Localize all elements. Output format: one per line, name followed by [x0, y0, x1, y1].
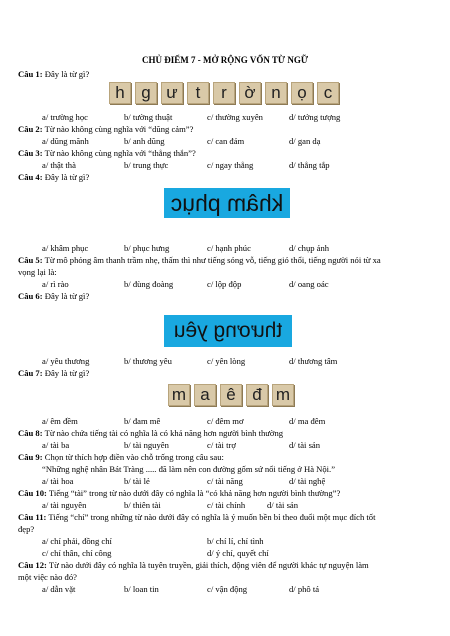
option-a[interactable]: a/ êm đềm	[42, 416, 78, 426]
letter-tile: ê	[220, 384, 242, 406]
option-c[interactable]: c/ thường xuyên	[207, 112, 263, 122]
question-label: Câu 7:	[18, 368, 43, 378]
option-a[interactable]: a/ tài nguyên	[42, 500, 87, 510]
option-c[interactable]: c/ tài năng	[207, 476, 243, 486]
question-label: Câu 1:	[18, 69, 43, 79]
option-b[interactable]: b/ tài lẻ	[124, 476, 150, 486]
question-text: Đây là từ gì?	[44, 172, 90, 182]
option-d[interactable]: d/ oang oác	[289, 279, 329, 289]
option-a[interactable]: a/ thật thà	[42, 160, 76, 170]
page-title: CHỦ ĐIỂM 7 - MỞ RỘNG VỐN TỪ NGỮ	[142, 55, 308, 65]
question-text: Tiếng “chí” trong những từ nào dưới đây có nghĩa là ý muốn bền bỉ theo đuổi một mục đích tốt	[48, 512, 376, 522]
question-2	[18, 124, 193, 134]
option-d[interactable]: d/ thương tâm	[289, 356, 338, 366]
option-a[interactable]: a/ dũng mãnh	[42, 136, 89, 146]
letter-tile: h	[109, 82, 131, 104]
letter-tile: r	[213, 82, 235, 104]
letter-tile: đ	[246, 384, 268, 406]
option-c[interactable]: c/ ngay thẳng	[207, 160, 254, 170]
question-text: Đây là từ gì?	[44, 368, 90, 378]
question-text: Từ nào dưới đây có nghĩa là tuyên truyền, giải thích, động viên để người khác tự nguyện làm	[48, 560, 369, 570]
option-d[interactable]: d/ thẳng tắp	[289, 160, 330, 170]
option-b[interactable]: b/ trung thực	[124, 160, 169, 170]
option-c[interactable]: c/ lộp độp	[207, 279, 242, 289]
option-b[interactable]: b/ đam mê	[124, 416, 161, 426]
letter-tile: ư	[161, 82, 183, 104]
letter-tile: a	[194, 384, 216, 406]
option-b[interactable]: b/ đùng đoàng	[124, 279, 174, 289]
option-d[interactable]: d/ ý chí, quyết chí	[207, 548, 269, 558]
option-b[interactable]: b/ thương yêu	[124, 356, 172, 366]
question-7	[18, 368, 89, 378]
question-12	[18, 560, 369, 570]
question-6	[18, 291, 89, 301]
option-d[interactable]: d/ chụp ảnh	[289, 243, 330, 253]
question-label: Câu 3:	[18, 148, 43, 158]
option-a[interactable]: a/ chí phải, đồng chí	[42, 536, 112, 546]
question-text-continued: đẹp?	[18, 524, 35, 534]
option-a[interactable]: a/ yêu thương	[42, 356, 90, 366]
letter-tile: t	[187, 82, 209, 104]
option-b[interactable]: b/ loan tin	[124, 584, 159, 594]
question-text: Chọn từ thích hợp điền vào chỗ trống trong câu sau:	[44, 452, 224, 462]
option-a[interactable]: a/ dẫn vặt	[42, 584, 76, 594]
question-label: Câu 9:	[18, 452, 43, 462]
question-label: Câu 5:	[18, 255, 43, 265]
question-11	[18, 512, 375, 522]
option-d[interactable]: d/ gan dạ	[289, 136, 321, 146]
option-b[interactable]: b/ tường thuật	[124, 112, 173, 122]
question-4	[18, 172, 89, 182]
option-d[interactable]: d/ tài nghệ	[289, 476, 326, 486]
question-label: Câu 4:	[18, 172, 43, 182]
option-a[interactable]: a/ trường học	[42, 112, 88, 122]
question-text: Đây là từ gì?	[44, 69, 90, 79]
question-10	[18, 488, 340, 498]
question-text: Từ nào chứa tiếng tài có nghĩa là có khả năng hơn người bình thường	[44, 428, 284, 438]
question-text: Từ nào không cùng nghĩa với “dũng cảm”?	[44, 124, 194, 134]
mirrored-word-image-q6: thương yêu	[164, 315, 292, 347]
option-b[interactable]: b/ chí lí, chí tình	[207, 536, 264, 546]
question-label: Câu 11:	[18, 512, 47, 522]
letter-tile: ờ	[239, 82, 261, 104]
letter-tile: g	[135, 82, 157, 104]
option-b[interactable]: b/ tài nguyên	[124, 440, 169, 450]
option-c[interactable]: c/ tài chính	[207, 500, 246, 510]
mirrored-word-image-q4: khâm phục	[164, 188, 290, 218]
option-c[interactable]: c/ đêm mơ	[207, 416, 244, 426]
option-a[interactable]: a/ rì rào	[42, 279, 69, 289]
option-d[interactable]: d/ tài sản	[289, 440, 321, 450]
question-text: Từ nào không cùng nghĩa với “thẳng thắn”?	[44, 148, 196, 158]
question-text-continued: một việc nào đó?	[18, 572, 77, 582]
option-b[interactable]: b/ anh dũng	[124, 136, 165, 146]
question-label: Câu 6:	[18, 291, 43, 301]
question-3	[18, 148, 196, 158]
letter-tiles-q7	[168, 384, 294, 406]
question-label: Câu 2:	[18, 124, 43, 134]
option-a[interactable]: a/ tài hoa	[42, 476, 74, 486]
letter-tile: ọ	[291, 82, 313, 104]
letter-tile: m	[272, 384, 294, 406]
option-d[interactable]: d/ tưởng tượng	[289, 112, 341, 122]
option-a[interactable]: a/ khâm phục	[42, 243, 89, 253]
question-label: Câu 8:	[18, 428, 43, 438]
option-c[interactable]: c/ vận động	[207, 584, 248, 594]
option-d[interactable]: d/ ma đêm	[289, 416, 326, 426]
option-c[interactable]: c/ hạnh phúc	[207, 243, 251, 253]
option-a[interactable]: a/ tài ba	[42, 440, 70, 450]
question-text: Đây là từ gì?	[44, 291, 90, 301]
option-d[interactable]: d/ phô tá	[289, 584, 320, 594]
question-5	[18, 255, 381, 265]
question-text-continued: vọng lại là:	[18, 267, 57, 277]
letter-tile: n	[265, 82, 287, 104]
option-b[interactable]: b/ thiên tài	[124, 500, 161, 510]
option-c[interactable]: c/ tài trợ	[207, 440, 236, 450]
option-d[interactable]: d/ tài sản	[267, 500, 299, 510]
option-c[interactable]: c/ chí thân, chí công	[42, 548, 112, 558]
option-b[interactable]: b/ phục hưng	[124, 243, 170, 253]
option-c[interactable]: c/ can đảm	[207, 136, 245, 146]
question-8	[18, 428, 283, 438]
question-1	[18, 69, 89, 79]
question-9	[18, 452, 224, 462]
letter-tile: m	[168, 384, 190, 406]
option-c[interactable]: c/ yên lòng	[207, 356, 246, 366]
question-text: Tiếng “tài” trong từ nào dưới đây có nghĩa là “có khả năng hơn người bình thường”?	[48, 488, 341, 498]
question-label: Câu 10:	[18, 488, 47, 498]
quoted-sentence: “Những nghệ nhân Bát Tràng ..... đã làm nên con đường gốm sứ nổi tiếng ở Hà Nội.”	[42, 464, 336, 474]
letter-tiles-q1	[109, 82, 339, 104]
question-text: Từ mô phỏng âm thanh trầm nhẹ, thấm thì như tiếng sóng vỗ, tiếng gió thổi, tiếng người nói từ xa	[44, 255, 381, 265]
letter-tile: c	[317, 82, 339, 104]
question-label: Câu 12:	[18, 560, 47, 570]
